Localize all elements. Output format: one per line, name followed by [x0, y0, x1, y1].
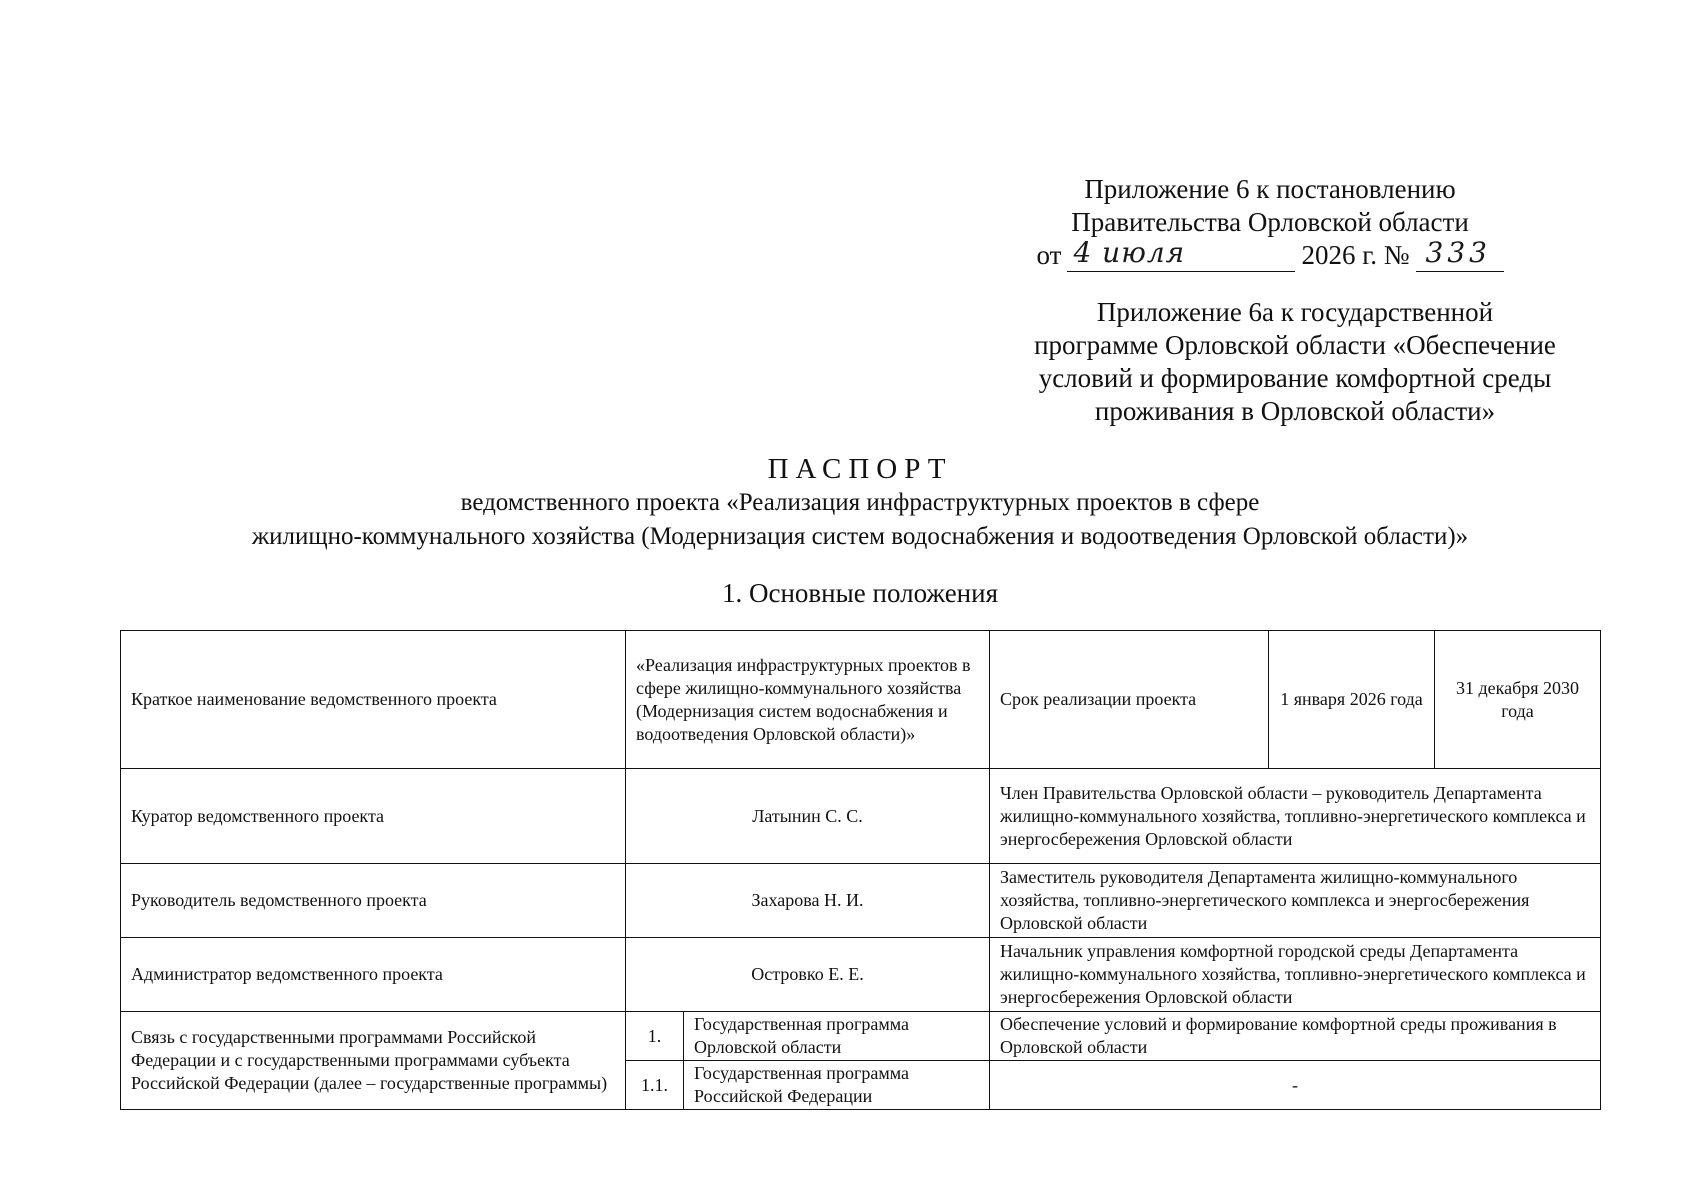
period-start: 1 января 2026 года — [1269, 631, 1435, 769]
section-heading: 1. Основные положения — [722, 578, 998, 608]
admin-label: Администратор ведомственного проекта — [121, 938, 626, 1012]
program-2-value: - — [990, 1061, 1601, 1110]
period-label: Срок реализации проекта — [990, 631, 1269, 769]
head-label: Руководитель ведомственного проекта — [121, 864, 626, 938]
handwritten-number: 333 — [1425, 236, 1491, 269]
year-text: 2026 г. № — [1301, 240, 1410, 270]
number-blank — [1416, 236, 1504, 272]
admin-position: Начальник управления комфортной городской среды Департамента жилищно-коммунального хозяйства, топливно-энергетического комплекса и энергосбережения Орловской области — [990, 938, 1601, 1012]
short-name-value: «Реализация инфраструктурных проектов в сфере жилищно-коммунального хозяйства (Модернизация систем водоснабжения и водоотведения Орловской области)» — [626, 631, 990, 769]
title-main: ПАСПОРТ — [767, 453, 953, 485]
handwritten-date: 4 июля — [1073, 236, 1186, 269]
head-position: Заместитель руководителя Департамента жилищно-коммунального хозяйства, топливно-энергетического комплекса и энергосбережения Орловской области — [990, 864, 1601, 938]
curator-position: Член Правительства Орловской области – руководитель Департамента жилищно-коммунального хозяйства, топливно-энергетического комплекса и энергосбережения Орловской области — [990, 769, 1601, 864]
date-blank — [1067, 236, 1295, 272]
date-prefix: от — [1036, 240, 1062, 270]
appendix-6a-line-4: проживания в Орловской области» — [1094, 396, 1496, 426]
program-1-type: Государственная программа Орловской области — [684, 1012, 990, 1061]
table-row — [121, 769, 1601, 864]
appendix-6a-line-2: программе Орловской области «Обеспечение — [1034, 330, 1556, 360]
program-2-type: Государственная программа Российской Федерации — [684, 1061, 990, 1110]
passport-title — [120, 452, 1600, 554]
main-provisions-table — [120, 630, 1601, 1110]
appendix-6a-block — [985, 296, 1605, 428]
appendix-6a-line-3: условий и формирование комфортной среды — [1038, 363, 1552, 393]
appendix-6-line-2: Правительства Орловской области — [1071, 207, 1469, 237]
curator-name: Латынин С. С. — [626, 769, 990, 864]
period-end: 31 декабря 2030 года — [1435, 631, 1601, 769]
program-2-number: 1.1. — [626, 1061, 684, 1110]
table-row — [121, 631, 1601, 769]
decree-date-line — [1035, 236, 1505, 272]
appendix-6-line-1: Приложение 6 к постановлению — [1084, 174, 1456, 204]
program-1-number: 1. — [626, 1012, 684, 1061]
table-row — [121, 864, 1601, 938]
curator-label: Куратор ведомственного проекта — [121, 769, 626, 864]
title-subtitle-1: ведомственного проекта «Реализация инфраструктурных проектов в сфере — [460, 489, 1260, 516]
short-name-label: Краткое наименование ведомственного проекта — [121, 631, 626, 769]
appendix-6-block — [1035, 173, 1505, 272]
head-name: Захарова Н. И. — [626, 864, 990, 938]
title-subtitle-2: жилищно-коммунального хозяйства (Модернизация систем водоснабжения и водоотведения Орловской области)» — [251, 523, 1469, 550]
programs-link-label: Связь с государственными программами Российской Федерации и с государственными программами субъекта Российской Федерации (далее – государственные программы) — [121, 1012, 626, 1110]
admin-name: Островко Е. Е. — [626, 938, 990, 1012]
table-row — [121, 938, 1601, 1012]
appendix-6a-line-1: Приложение 6а к государственной — [1096, 297, 1494, 327]
table-row — [121, 1012, 1601, 1061]
program-1-value: Обеспечение условий и формирование комфортной среды проживания в Орловской области — [990, 1012, 1601, 1061]
